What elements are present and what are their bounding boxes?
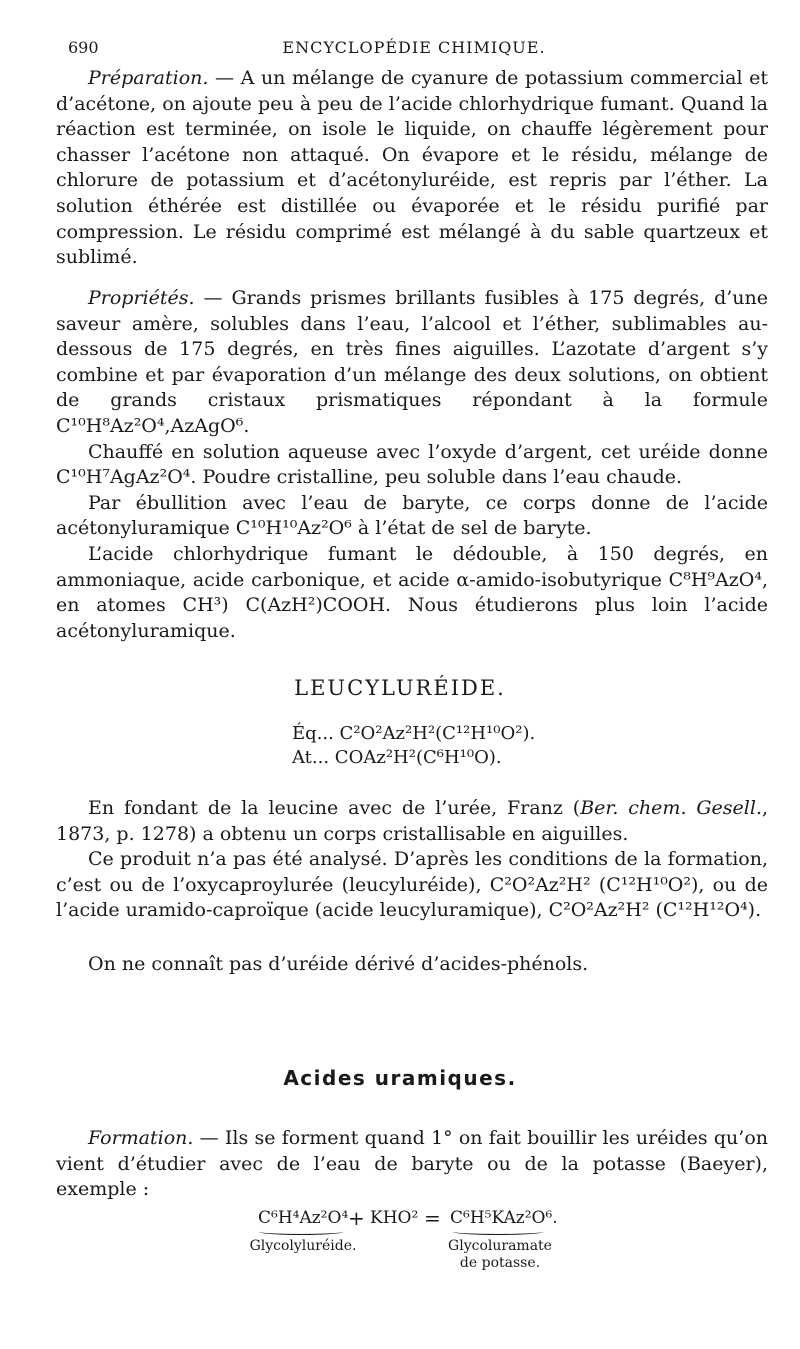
preparation-text: — A un mélange de cyanure de potassium commercial et d’acétone, on ajoute peu à peu de l’acide chlorhydrique fumant. Quand la réaction est terminée, on isole le liquide, on chauffe légèrement pour chasser l’acétone non attaqué. On évapore et le résidu, mélange de chlorure de potassium et d’acétonyluréide, est repris par l’éther. La solution éthérée est distillée ou évaporée et le résidu purifié par compression. Le résidu comprimé est mélangé à du sable quartzeux et sublimé. (56, 67, 768, 269)
formation-block (56, 1126, 768, 1203)
running-title: ENCYCLOPÉDIE CHIMIQUE. (282, 38, 546, 57)
acide-paragraph: L’acide chlorhydrique fumant le dédouble, à 150 degrés, en ammoniaque, acide carbonique, et acide α-amido-isobutyrique C⁸H⁹AzO⁴, en atomes CH³) C(AzH²)COOH. Nous étudierons plus loin l’acide acétonyluramique. (56, 542, 768, 642)
page-header (64, 38, 764, 62)
preparation-lead: Préparation. (88, 67, 209, 89)
equation-left: C⁶H⁴Az²O⁴ (258, 1208, 349, 1228)
brace-right (452, 1228, 544, 1235)
franz-text-1: En fondant de la leucine avec de l’urée, Franz ( (88, 797, 581, 819)
preparation-paragraph (56, 66, 768, 271)
leucyluréide-heading: LEUCYLURÉIDE. (294, 676, 506, 700)
proprietes-lead: Propriétés. (88, 287, 195, 309)
proprietes-block (56, 286, 768, 644)
equation-middle: KHO² (370, 1208, 419, 1228)
chauffe-paragraph: Chauffé en solution aqueuse avec l’oxyde d’argent, cet uréide donne C¹⁰H⁷AgAz²O⁴. Poudre cristalline, peu soluble dans l’eau chaude. (56, 440, 768, 489)
franz-text-2: , 1873, p. 1278) a obtenu un corps cristallisable en aiguilles. (56, 797, 769, 845)
phenols-paragraph: On ne connaît pas d’uréide dérivé d’acides-phénols. (88, 953, 589, 975)
ebullition-paragraph: Par ébullition avec l’eau de baryte, ce corps donne de l’acide acétonyluramique C¹⁰H¹⁰Az²O⁶ à l’état de sel de baryte. (56, 491, 768, 540)
formula-at: At... COAz²H²(C⁶H¹⁰O). (292, 747, 502, 768)
brace-left (258, 1228, 344, 1235)
formula-eq: Éq... C²O²Az²H²(C¹²H¹⁰O²). (292, 723, 536, 744)
proprietes-text: — Grands prismes brillants fusibles à 175 degrés, d’une saveur amère, solubles dans l’eau, l’alcool et l’éther, sublimables au-dessous de 175 degrés, en très fines aiguilles. L’azotate d’argent s’y combine et par évaporation d’un mélange des deux solutions, on obtient de grands cristaux prismatiques répondant à la formule C¹⁰H⁸Az²O⁴,AzAgO⁶. (56, 287, 768, 437)
produit-paragraph: Ce produit n’a pas été analysé. D’après les conditions de la formation, c’est ou de l’oxycaproylurée (leucyluréide), C²O²Az²H² (C¹²H¹⁰O²), ou de l’acide uramido-caproïque (acide leucyluramique), C²O²Az²H² (C¹²H¹²O⁴). (56, 848, 768, 922)
equation-plus: + (348, 1206, 365, 1230)
equation-equals: = (424, 1206, 441, 1230)
phenols-block (56, 952, 768, 978)
label-glycolyluréide: Glycolyluréide. (249, 1238, 357, 1254)
formation-lead: Formation. (88, 1127, 194, 1149)
label-glycoluramate: Glycoluramate (448, 1238, 552, 1254)
equation-right: C⁶H⁵KAz²O⁶. (450, 1208, 558, 1228)
leucyl-block (56, 796, 768, 924)
page-number: 690 (68, 38, 99, 57)
formation-text: — Ils se forment quand 1° on fait bouillir les uréides qu’on vient d’étudier avec de l’eau de baryte ou de la potasse (Baeyer), exemple : (56, 1127, 768, 1201)
label-de-potasse: de potasse. (459, 1255, 541, 1271)
franz-citation: Ber. chem. Gesell. (580, 797, 762, 819)
acides-uramiques-heading: Acides uramiques. (283, 1066, 517, 1090)
